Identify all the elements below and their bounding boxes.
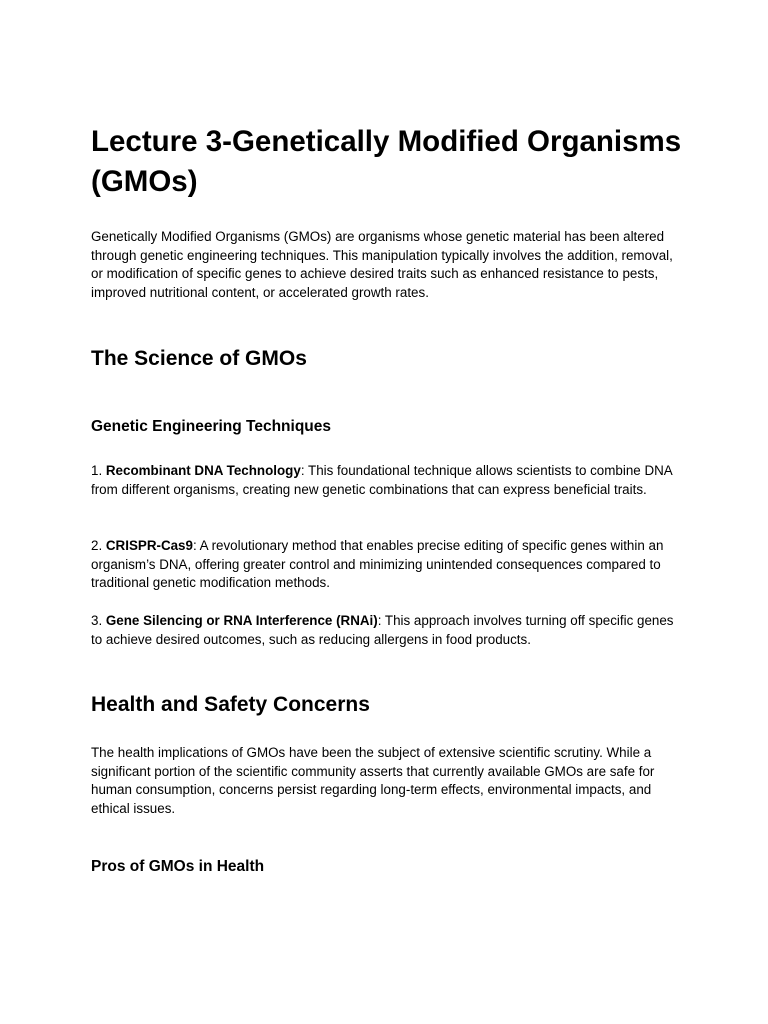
technique-item-3 [91,612,681,649]
technique-item-1 [91,462,681,499]
technique-term: Gene Silencing or RNA Interference (RNAi) [105,613,378,628]
techniques-heading: Genetic Engineering Techniques [91,418,332,435]
technique-text: : A revolutionary method that enables precise editing of specific genes within an organism’s DNA, offering greater control and minimizing unintended consequences compared to traditional genetic modification methods. [91,538,664,591]
technique-text: : This approach involves turning off specific genes to achieve desired outcomes, such as reducing allergens in food products. [91,613,674,647]
technique-item-2 [91,537,681,593]
pros-heading: Pros of GMOs in Health [91,858,265,875]
technique-number: 3. [91,613,106,628]
health-paragraph: The health implications of GMOs have been the subject of extensive scientific scrutiny. While a significant portion of the scientific community asserts that currently available GMOs are safe for human consumption, concerns persist regarding long-term effects, environmental impacts, and ethical issues. [91,745,655,817]
health-heading: Health and Safety Concerns [91,693,370,716]
technique-term: CRISPR-Cas9 [105,538,193,553]
technique-text: : This foundational technique allows scientists to combine DNA from different organisms, creating new genetic combinations that can express beneficial traits. [91,463,672,497]
technique-number: 2. [91,538,106,553]
document-title: Lecture 3-Genetically Modified Organisms (GMOs) [91,125,682,198]
intro-paragraph: Genetically Modified Organisms (GMOs) are organisms whose genetic material has been altered through genetic engineering techniques. This manipulation typically involves the addition, removal, or modification of specific genes to achieve desired traits such as enhanced resistance to pests, improved nutritional content, or accelerated growth rates. [91,229,673,301]
technique-term: Recombinant DNA Technology [105,463,301,478]
technique-number: 1. [91,463,106,478]
science-heading: The Science of GMOs [91,347,307,370]
